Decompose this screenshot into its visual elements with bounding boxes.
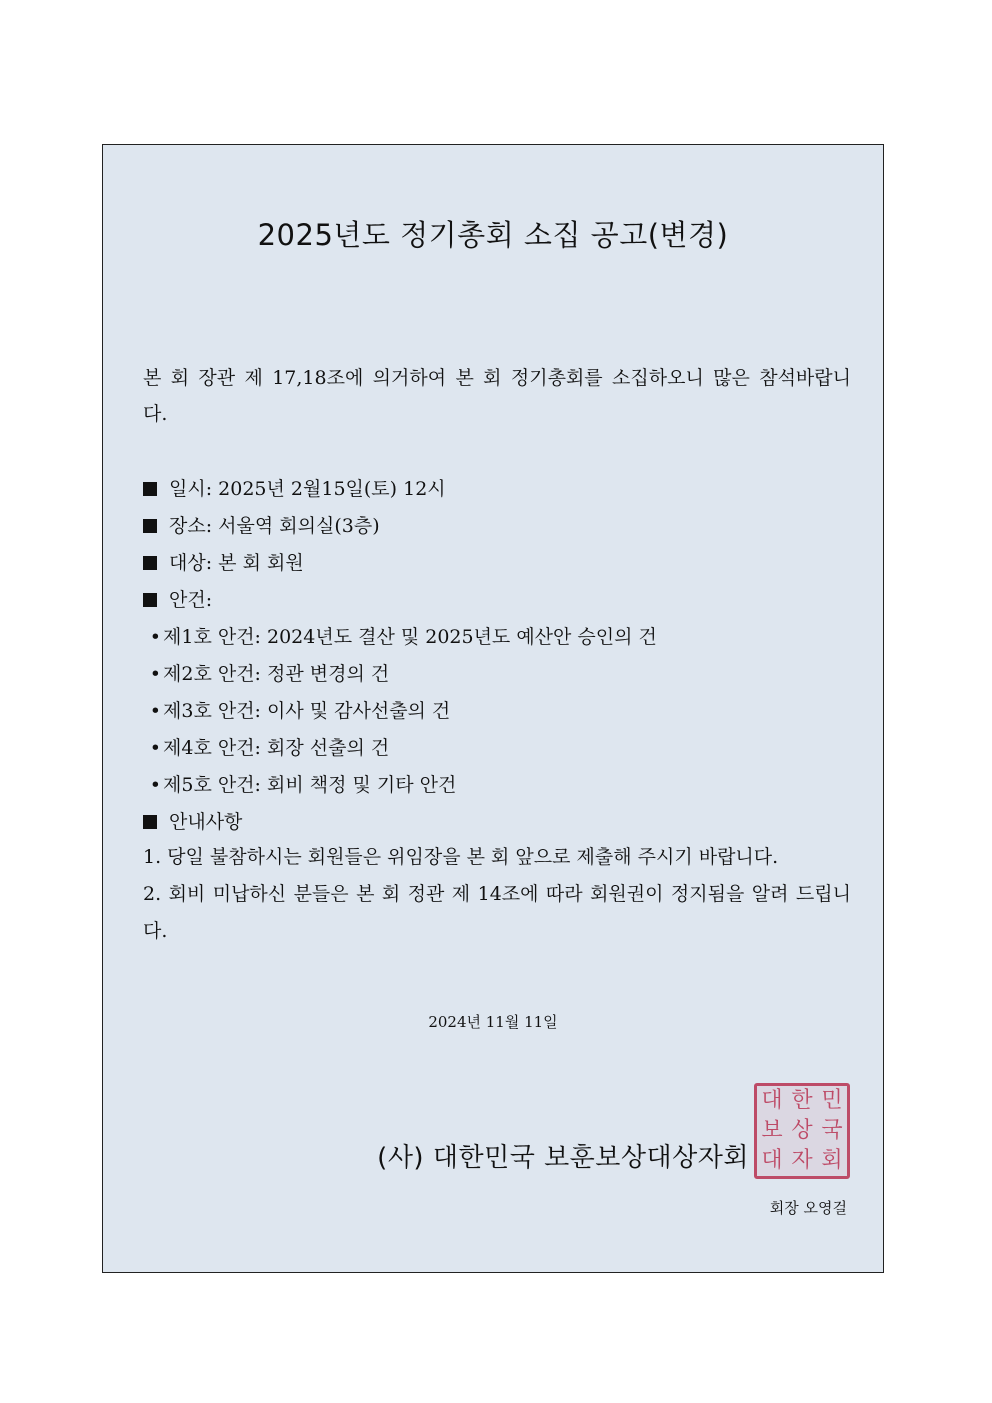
square-bullet-icon xyxy=(143,815,157,829)
seal-char: 한 xyxy=(791,1088,813,1113)
agenda-text: 제1호 안건: 2024년도 결산 및 2025년도 예산안 승인의 건 xyxy=(163,626,657,648)
guide-item: 1. 당일 불참하시는 회원들은 위임장을 본 회 앞으로 제출해 주시기 바랍니다. xyxy=(143,846,779,868)
agenda-text: 제5호 안건: 회비 책정 및 기타 안건 xyxy=(163,774,457,796)
detail-value: 본 회 회원 xyxy=(218,552,304,574)
notice-title: 2025년도 정기총회 소집 공고(변경) xyxy=(257,218,729,252)
dot-bullet-icon: • xyxy=(149,663,161,685)
detail-datetime xyxy=(143,471,851,508)
president-name: 회장 오영걸 xyxy=(769,1199,847,1217)
guide-list xyxy=(143,839,851,950)
agenda-item xyxy=(143,619,851,656)
detail-label: 대상: xyxy=(169,552,213,574)
dot-bullet-icon: • xyxy=(149,737,161,759)
detail-label: 일시: xyxy=(169,478,213,500)
dot-bullet-icon: • xyxy=(149,626,161,648)
notice-box xyxy=(102,144,884,1273)
notice-details xyxy=(143,471,851,841)
guide-heading-text: 안내사항 xyxy=(169,811,243,833)
agenda-item xyxy=(143,693,851,730)
agenda-item xyxy=(143,730,851,767)
square-bullet-icon xyxy=(143,593,157,607)
guide-heading xyxy=(143,804,851,841)
agenda-item xyxy=(143,656,851,693)
square-bullet-icon xyxy=(143,482,157,496)
seal-char: 민 xyxy=(821,1088,843,1113)
guide-item: 2. 회비 미납하신 분들은 본 회 정관 제 14조에 따라 회원권이 정지됨을 알려 드립니다. xyxy=(143,883,851,942)
square-bullet-icon xyxy=(143,556,157,570)
seal-char: 보 xyxy=(761,1118,783,1143)
seal-char: 대 xyxy=(761,1088,783,1113)
official-seal-stamp xyxy=(754,1083,850,1179)
square-bullet-icon xyxy=(143,519,157,533)
detail-location xyxy=(143,508,851,545)
detail-label: 장소: xyxy=(169,515,213,537)
dot-bullet-icon: • xyxy=(149,700,161,722)
detail-target xyxy=(143,545,851,582)
seal-char: 상 xyxy=(791,1118,813,1143)
agenda-text: 제2호 안건: 정관 변경의 건 xyxy=(163,663,390,685)
dot-bullet-icon: • xyxy=(149,774,161,796)
agenda-text: 제4호 안건: 회장 선출의 건 xyxy=(163,737,390,759)
detail-label: 안건: xyxy=(169,589,213,611)
seal-char: 대 xyxy=(761,1148,783,1173)
seal-char: 자 xyxy=(791,1148,813,1173)
agenda-text: 제3호 안건: 이사 및 감사선출의 건 xyxy=(163,700,451,722)
notice-date: 2024년 11월 11일 xyxy=(428,1013,558,1031)
seal-char: 회 xyxy=(821,1148,843,1173)
detail-agenda-heading xyxy=(143,582,851,619)
detail-value: 서울역 회의실(3층) xyxy=(218,515,380,537)
seal-char: 국 xyxy=(821,1118,843,1143)
agenda-item xyxy=(143,767,851,804)
intro-paragraph: 본 회 장관 제 17,18조에 의거하여 본 회 정기총회를 소집하오니 많은 참석바랍니다. xyxy=(143,367,851,425)
detail-value: 2025년 2월15일(토) 12시 xyxy=(218,478,446,500)
organization-name: (사) 대한민국 보훈보상대상자회 xyxy=(377,1143,749,1173)
